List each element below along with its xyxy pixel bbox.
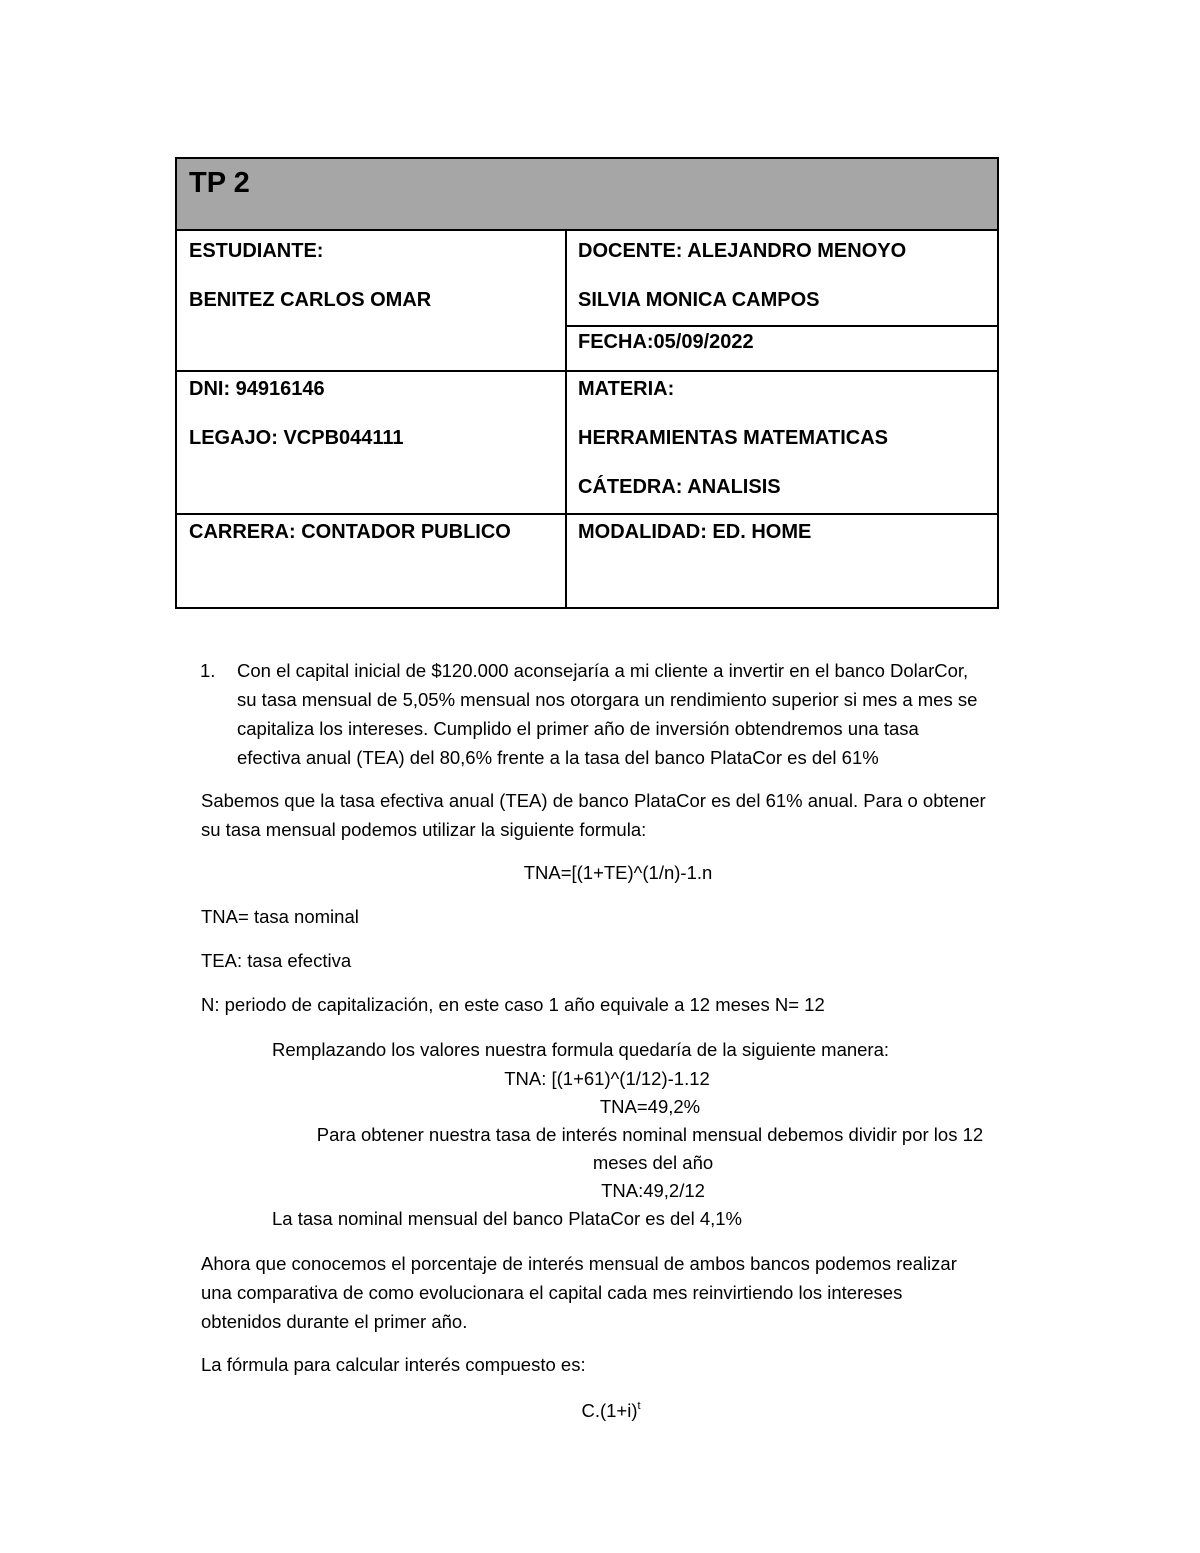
paragraph-line: su tasa mensual de 5,05% mensual nos otorgara un rendimiento superior si mes a mes se xyxy=(237,689,978,710)
career-cell xyxy=(189,520,511,544)
modalidad-value: MODALIDAD: ED. HOME xyxy=(578,521,812,543)
subject-cell xyxy=(578,377,888,499)
paragraph-line: Con el capital inicial de $120.000 aconsejaría a mi cliente a invertir en el banco DolarCor, xyxy=(237,660,969,681)
legajo-value: LEGAJO: VCPB044111 xyxy=(189,427,404,449)
monthly-intro-line-1: Para obtener nuestra tasa de interés nominal mensual debemos dividir por los 12 xyxy=(316,1124,984,1145)
document-title: TP 2 xyxy=(177,159,997,231)
paragraph-line: Sabemos que la tasa efectiva anual (TEA) de banco PlataCor es del 61% anual. Para o obtener xyxy=(201,790,986,811)
result-tna: TNA=49,2% xyxy=(599,1096,701,1117)
table-divider xyxy=(177,513,997,515)
compound-formula-base: C.(1+i) xyxy=(581,1400,638,1421)
table-divider-vertical xyxy=(565,231,567,607)
dni-value: DNI: 94916146 xyxy=(189,378,325,400)
paragraph-line: capitaliza los intereses. Cumplido el primer año de inversión obtendremos una tasa xyxy=(237,718,919,739)
student-label: ESTUDIANTE: xyxy=(189,240,324,262)
teacher-line-2: SILVIA MONICA CAMPOS xyxy=(578,289,820,311)
formula-replaced: TNA: [(1+61)^(1/12)-1.12 xyxy=(504,1068,710,1089)
list-item-1 xyxy=(237,656,977,772)
definition-n: N: periodo de capitalización, en este caso 1 año equivale a 12 meses N= 12 xyxy=(201,994,825,1015)
teacher-line-1: DOCENTE: ALEJANDRO MENOYO xyxy=(578,240,907,262)
paragraph-tea xyxy=(201,786,986,844)
compound-formula xyxy=(0,1396,1200,1425)
definition-tna: TNA= tasa nominal xyxy=(201,906,359,927)
monthly-intro-line-2: meses del año xyxy=(592,1152,714,1173)
id-cell xyxy=(189,377,404,450)
date-value: FECHA:05/09/2022 xyxy=(578,331,754,353)
replace-intro: Remplazando los valores nuestra formula quedaría de la siguiente manera: xyxy=(272,1039,890,1060)
modality-cell xyxy=(578,520,811,544)
date-cell xyxy=(578,330,754,354)
paragraph-line: una comparativa de como evolucionara el capital cada mes reinvirtiendo los intereses xyxy=(201,1282,903,1303)
paragraph-line: efectiva anual (TEA) del 80,6% frente a la tasa del banco PlataCor es del 61% xyxy=(237,747,879,768)
catedra-value: CÁTEDRA: ANALISIS xyxy=(578,476,781,498)
paragraph-line: obtenidos durante el primer año. xyxy=(201,1311,468,1332)
carrera-value: CARRERA: CONTADOR PUBLICO xyxy=(189,521,511,543)
paragraph-comparison xyxy=(201,1249,957,1336)
materia-name: HERRAMIENTAS MATEMATICAS xyxy=(578,427,888,449)
list-number: 1. xyxy=(200,660,216,681)
formula-monthly: TNA:49,2/12 xyxy=(601,1180,705,1201)
definition-tea: TEA: tasa efectiva xyxy=(201,950,352,971)
table-divider xyxy=(177,370,997,372)
paragraph-line: Ahora que conocemos el porcentaje de interés mensual de ambos bancos podemos realizar xyxy=(201,1253,957,1274)
compound-formula-exponent: t xyxy=(637,1400,641,1412)
result-monthly-rate: La tasa nominal mensual del banco PlataCor es del 4,1% xyxy=(272,1208,742,1229)
paragraph-line: su tasa mensual podemos utilizar la siguiente formula: xyxy=(201,819,647,840)
formula-tna: TNA=[(1+TE)^(1/n)-1.n xyxy=(523,862,713,883)
teacher-cell xyxy=(578,239,906,312)
student-name: BENITEZ CARLOS OMAR xyxy=(189,289,432,311)
compound-intro: La fórmula para calcular interés compuesto es: xyxy=(201,1354,586,1375)
materia-label: MATERIA: xyxy=(578,378,675,400)
table-divider xyxy=(567,325,997,327)
header-table xyxy=(175,157,999,609)
student-cell xyxy=(189,239,431,312)
